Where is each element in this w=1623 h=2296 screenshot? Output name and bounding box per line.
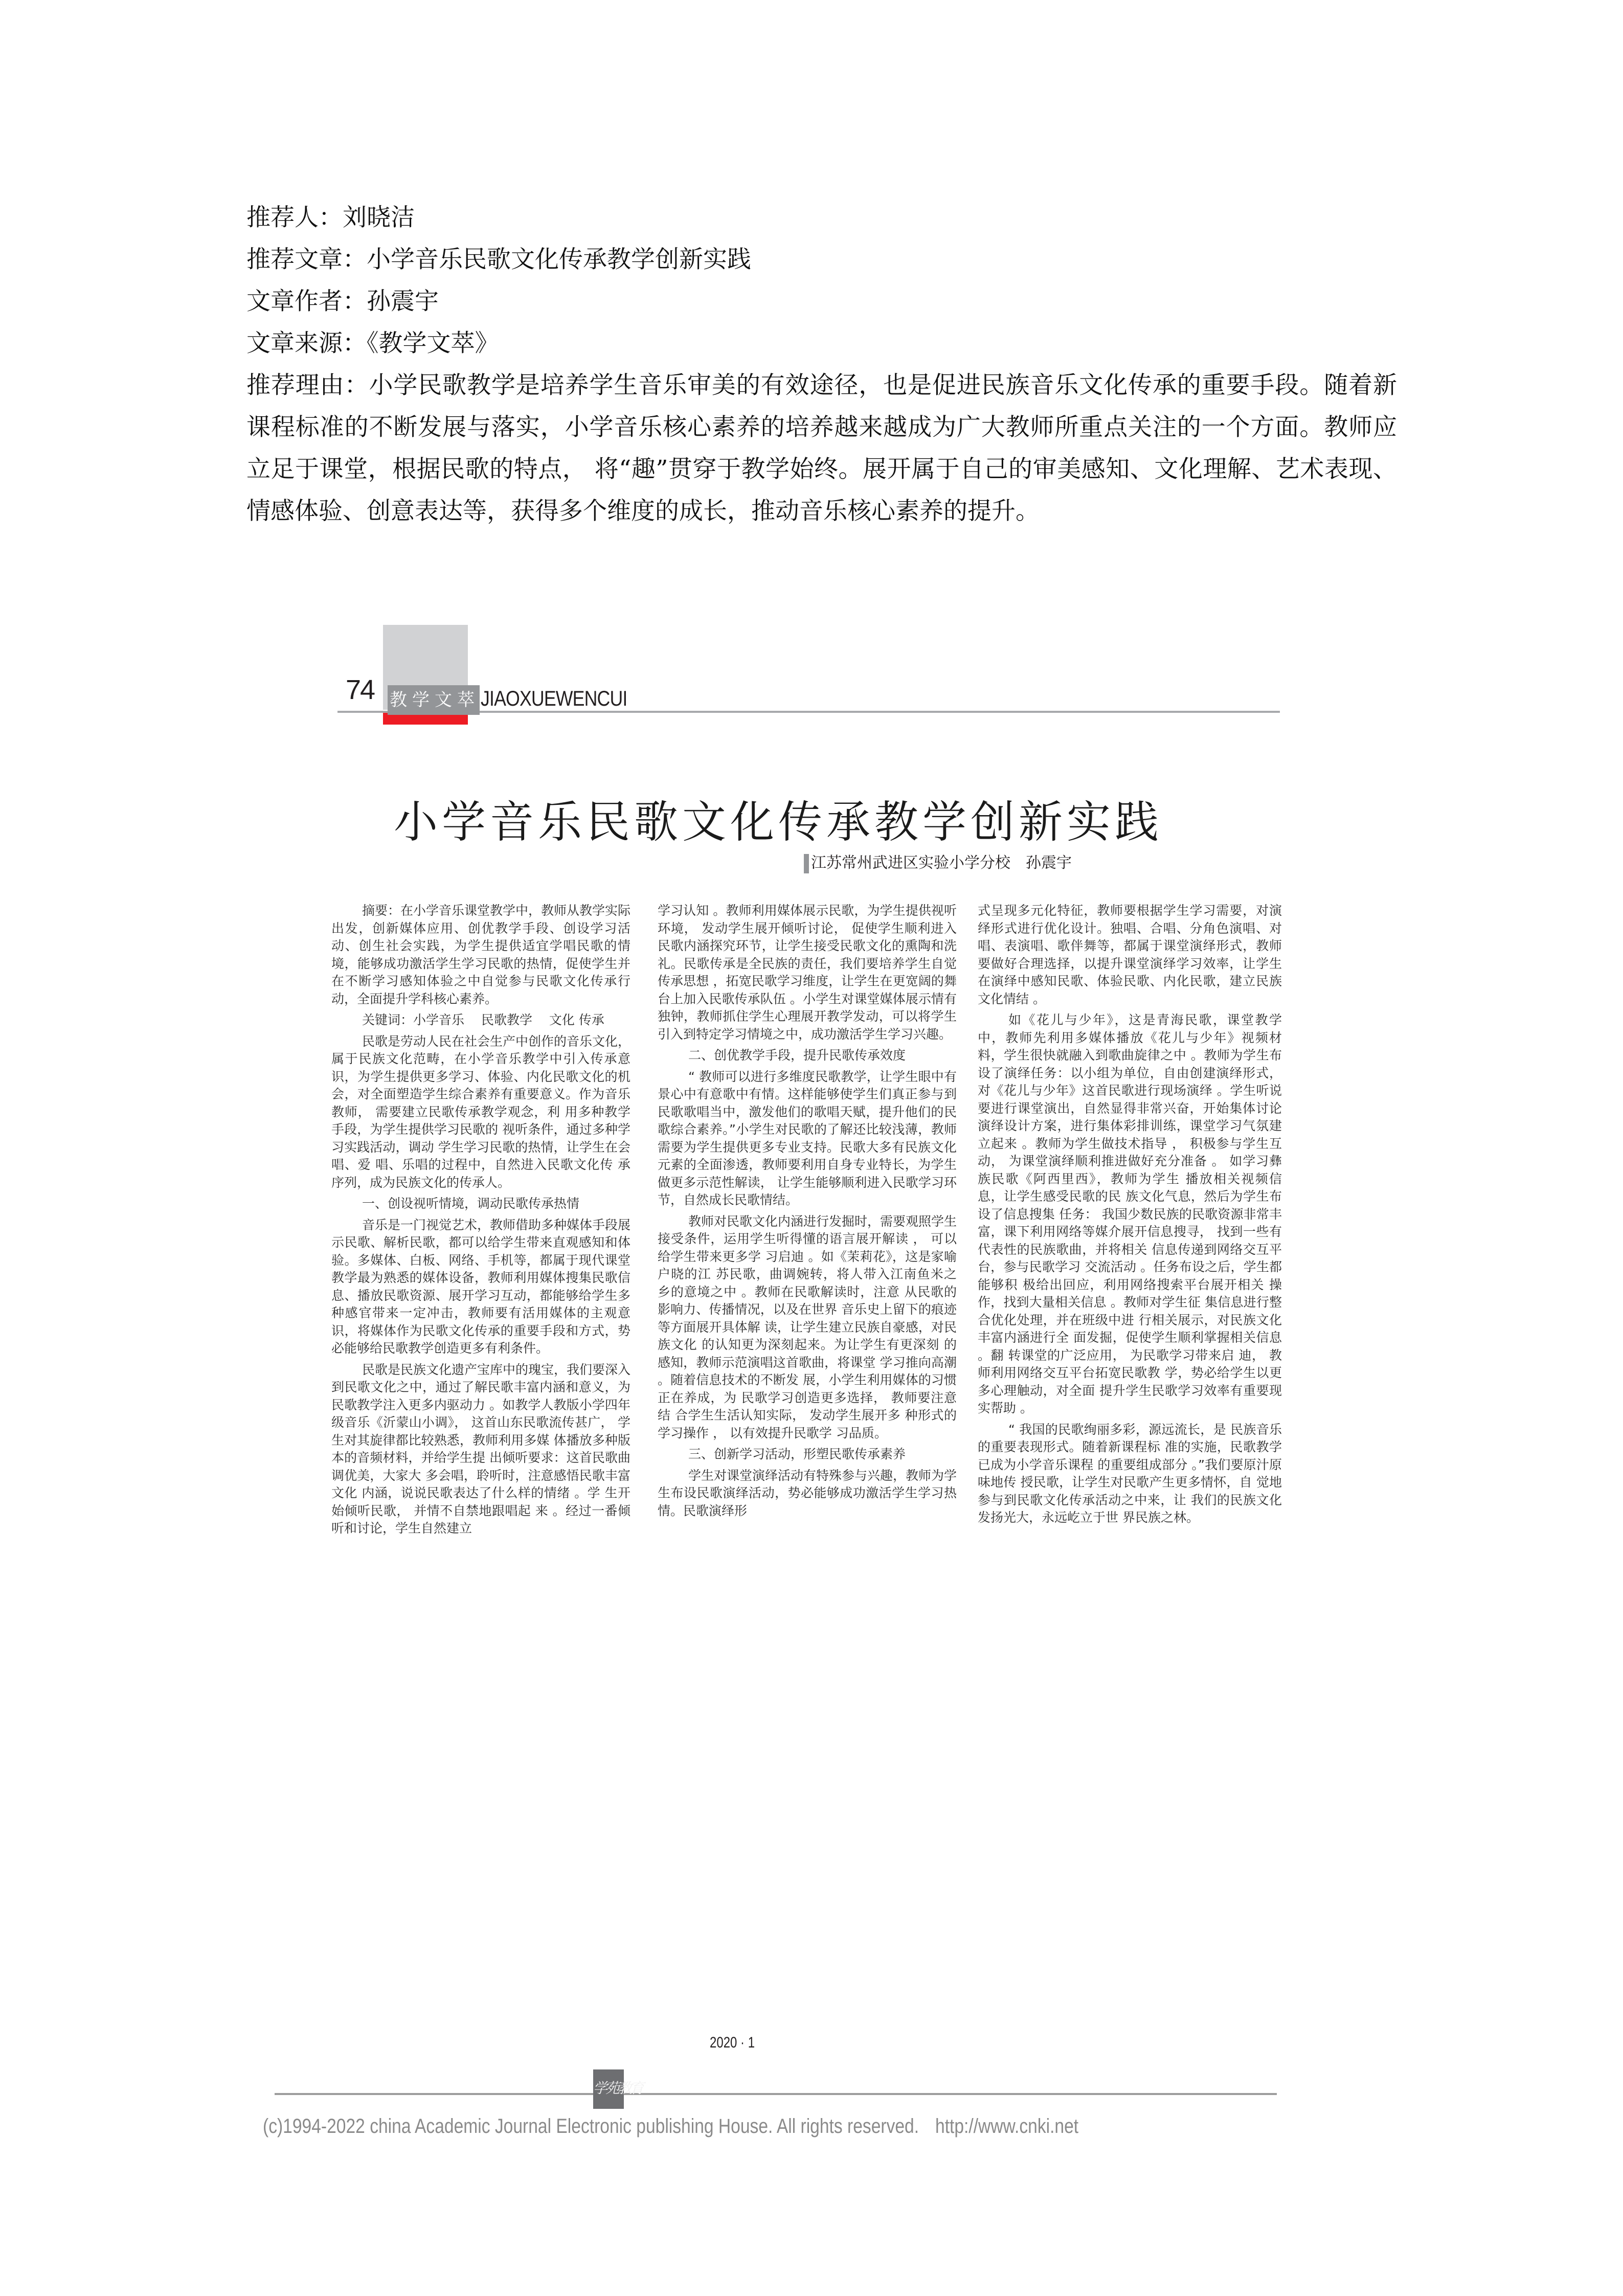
column-tag-pinyin: JIAOXUEWENCUI <box>481 686 627 710</box>
byline <box>804 850 1072 873</box>
copyright-text: (c)1994-2022 china Academic Journal Electronic publishing House. All rights reserved. <box>263 2115 919 2137</box>
cnki-link[interactable]: http://www.cnki.net <box>935 2115 1079 2137</box>
paragraph: “ 教师可以进行多维度民歌教学，让学生眼中有景心中有意歌中有情。这样能够使学生们真正参与到民歌歌唱当中，激发他们的歌唱天赋，提升他们的民歌综合素养。”小学生对民歌的了解还比较浅薄，教师需要为学生提供更多专业支持。民歌大多有民族文化元素的全面渗透，教师要利用自身专业特长，为学生做更多示范性解读， 让学生能够顺利进入民歌学习环节，自然成长民歌情结。 <box>658 1069 957 1207</box>
paragraph: 民歌是劳动人民在社会生产中创作的音乐文化，属于民族文化范畴，在小学音乐教学中引入传承意识，为学生提供更多学习、体验、内化民歌文化的机会，对全面塑造学生综合素养有重要意义。作为音乐教师， 需要建立民歌传承教学观念，利 用多种教学手段，为学生提供学习民歌的 视听条件，通过多种学习实践活动，调动 学生学习民歌的热情，让学生在会唱、爱 唱、乐唱的过程中，自然进入民歌文化传 承序列，成为民族文化的传承人。 <box>331 1033 631 1190</box>
footer-rule <box>275 2093 1277 2095</box>
paragraph: 学生对课堂演绎活动有特殊参与兴趣，教师为学生布设民歌演绎活动，势必能够成功激活学生学习热情。民歌演绎形 <box>658 1468 957 1518</box>
paragraph: 民歌是民族文化遗产宝库中的瑰宝，我们要深入到民歌文化之中，通过了解民歌丰富内涵和意义，为民歌教学注入更多内驱动力 。如教学人教版小学四年级音乐《沂蒙山小调》， 这首山东民歌流传甚广， 学生对其旋律都比较熟悉，教师利用多媒 体播放多种版本的音频材料，并给学生提 出倾听要求：这首民歌曲调优美，大家大 多会唱，聆听时，注意感悟民歌丰富文化 内涵，说说民歌表达了什么样的情绪 。学 生开始倾听民歌， 并情不自禁地跟唱起 来 。经过一番倾听和讨论，学生自然建立 <box>331 1362 631 1536</box>
recommendation-block <box>246 197 1397 532</box>
body-column-2 <box>658 902 957 1523</box>
paragraph: 关键词：小学音乐 民歌教学 文化 传承 <box>362 1012 604 1027</box>
section-heading: 三、创新学习活动，形塑民歌传承素养 <box>688 1447 906 1461</box>
recommendation-reason: 推荐理由：小学民歌教学是培养学生音乐审美的有效途径，也是促进民族音乐文化传承的重要手段。随着新课程标准的不断发展与落实，小学音乐核心素养的培养越来越成为广大教师所重点关注的一个方面。教师应立足于课堂，根据民歌的特点， 将“趣”贯穿于教学始终。展开属于自己的审美感知、文化理解、艺术表现、情感体验、创意表达等，获得多个维度的成长，推动音乐核心素养的提升。 <box>246 371 1397 525</box>
paragraph: 教师对民歌文化内涵进行发掘时，需要观照学生接受条件，运用学生听得懂的语言展开解读 ， 可以给学生带来更多学 习启迪 。如《茉莉花》，这是家喻户晓的江 苏民歌，曲调婉转，将人带入江南鱼米之 乡的意境之中 。教师在民歌解读时，注意 从民歌的影响力、传播情况，以及在世界 音乐史上留下的痕迹等方面展开具体解 读，让学生建立民族自豪感，对民族文化 的认知更为深刻起来。为让学生有更深刻 的感知，教师示范演唱这首歌曲，将课堂 学习推向高潮 。随着信息技术的不断发 展，小学生利用媒体的习惯正在养成，为 民歌学习创造更多选择， 教师要注意结 合学生生活认知实际， 发动学生展开多 种形式的学习操作 ， 以有效提升民歌学 习品质。 <box>658 1213 957 1440</box>
article-title: 小学音乐民歌文化传承教学创新实践 <box>394 796 1163 848</box>
section-heading: 一、创设视听情境，调动民歌传承热情 <box>362 1196 580 1211</box>
paragraph: 摘要：在小学音乐课堂教学中，教师从教学实际出发，创新媒体应用、创优教学手段、创设学习活动、创生社会实践，为学生提供适宜学唱民歌的情境，能够成功激活学生学习民歌的热情，促使学生并在不断学习感知体验之中自觉参与民歌文化传承行动，全面提升学科核心素养。 <box>331 903 631 1006</box>
paragraph: 音乐是一门视觉艺术，教师借助多种媒体手段展示民歌、解析民歌，都可以给学生带来直观感知和体验。多媒体、白板、网络、手机等，都属于现代课堂教学最为熟悉的媒体设备，教师利用媒体搜集民歌信息、播放民歌资源、展开学习互动，都能够给学生多种感官带来一定冲击，教师要有活用媒体的主观意识，将媒体作为民歌文化传承的重要手段和方式，势必能够给民歌教学创造更多有利条件。 <box>331 1217 631 1356</box>
article-author: 文章作者：孙震宇 <box>246 287 439 316</box>
paragraph: 学习认知 。教师利用媒体展示民歌，为学生提供视听环境， 发动学生展开倾听讨论， 促使学生顺利进入民歌内涵探究环节，让学生接受民歌文化的熏陶和洗礼。民歌传承是全民族的责任，我们要培养学生自觉传承思想 ，拓宽民歌学习维度，让学生在更宽阔的舞台上加入民歌传承队伍 。小学生对课堂媒体展示情有独钟，教师抓住学生心理展开教学发动，可以将学生引入到特定学习情境之中，成功激活学生学习兴趣。 <box>658 903 957 1042</box>
paragraph: “ 我国的民歌绚丽多彩，源远流长，是 民族音乐的重要表现形式。随着新课程标 准的实施，民歌教学已成为小学音乐课程 的重要组成部分 。”我们要原汁原味地传 授民歌，让学生对民歌产生更多情怀，自 觉地参与到民歌文化传承活动之中来，让 我们的民族文化发扬光大，永远屹立于世 界民族之林。 <box>978 1422 1282 1525</box>
paragraph: 式呈现多元化特征，教师要根据学生学习需要，对演绎形式进行优化设计。独唱、合唱、分角色演唱、对唱、表演唱、歌伴舞等，都属于课堂演绎形式，教师要做好合理选择，以提升课堂演绎学习效率，让学生在演绎中感知民歌、体验民歌、内化民歌，建立民族文化情结 。 <box>978 903 1282 1006</box>
recommender: 推荐人：刘晓洁 <box>246 204 415 232</box>
author-name: 孙震宇 <box>1026 854 1072 872</box>
page-number: 74 <box>346 674 375 705</box>
column-tag: 教学文萃 <box>388 685 480 715</box>
copyright-line <box>263 2115 1078 2138</box>
section-heading: 二、创优教学手段，提升民歌传承效度 <box>688 1048 906 1063</box>
byline-marker <box>804 854 809 873</box>
recommended-article: 推荐文章：小学音乐民歌文化传承教学创新实践 <box>246 245 751 274</box>
publisher-logo: 学苑教育 <box>593 2069 624 2109</box>
body-column-3 <box>978 902 1282 1530</box>
issue-date: 2020 · 1 <box>710 2034 755 2051</box>
paragraph: 如《花儿与少年》，这是青海民歌，课堂教学中，教师先利用多媒体播放《花儿与少年》视频材料，学生很快就融入到歌曲旋律之中 。教师为学生布设了演绎任务：以小组为单位，自由创建演绎形式，对《花儿与少年》这首民歌进行现场演绎 。学生听说要进行课堂演出，自然显得非常兴奋，开始集体讨论演绎设计方案，进行集体彩排训练，课堂学习气氛建立起来 。教师为学生做技术指导 ， 积极参与学生互动， 为课堂演绎顺利推进做好充分准备 。 如学习彝族民歌《阿西里西》，教师为学生 播放相关视频信息，让学生感受民歌的民 族文化气息，然后为学生布设了信息搜集 任务： 我国少数民族的民歌资源非常丰 富，课下利用网络等媒介展开信息搜寻， 找到一些有代表性的民族歌曲，并将相关 信息传递到网络交互平台，参与民歌学习 交流活动 。任务布设之后，学生都能够积 极给出回应，利用网络搜索平台展开相关 操作，找到大量相关信息 。教师对学生征 集信息进行整合优化处理，并在班级中进 行相关展示，对民族文化丰富内涵进行全 面发掘，促使学生顺利掌握相关信息 。翻 转课堂的广泛应用， 为民歌学习带来启 迪， 教师利用网络交互平台拓宽民歌教 学，势必给学生以更多心理触动，对全面 提升学生民歌学习效率有重要现实帮助 。 <box>978 1012 1282 1415</box>
article-source: 文章来源：《教学文萃》 <box>246 329 499 357</box>
affiliation: 江苏常州武进区实验小学分校 <box>811 854 1010 872</box>
body-column-1 <box>331 902 630 1541</box>
